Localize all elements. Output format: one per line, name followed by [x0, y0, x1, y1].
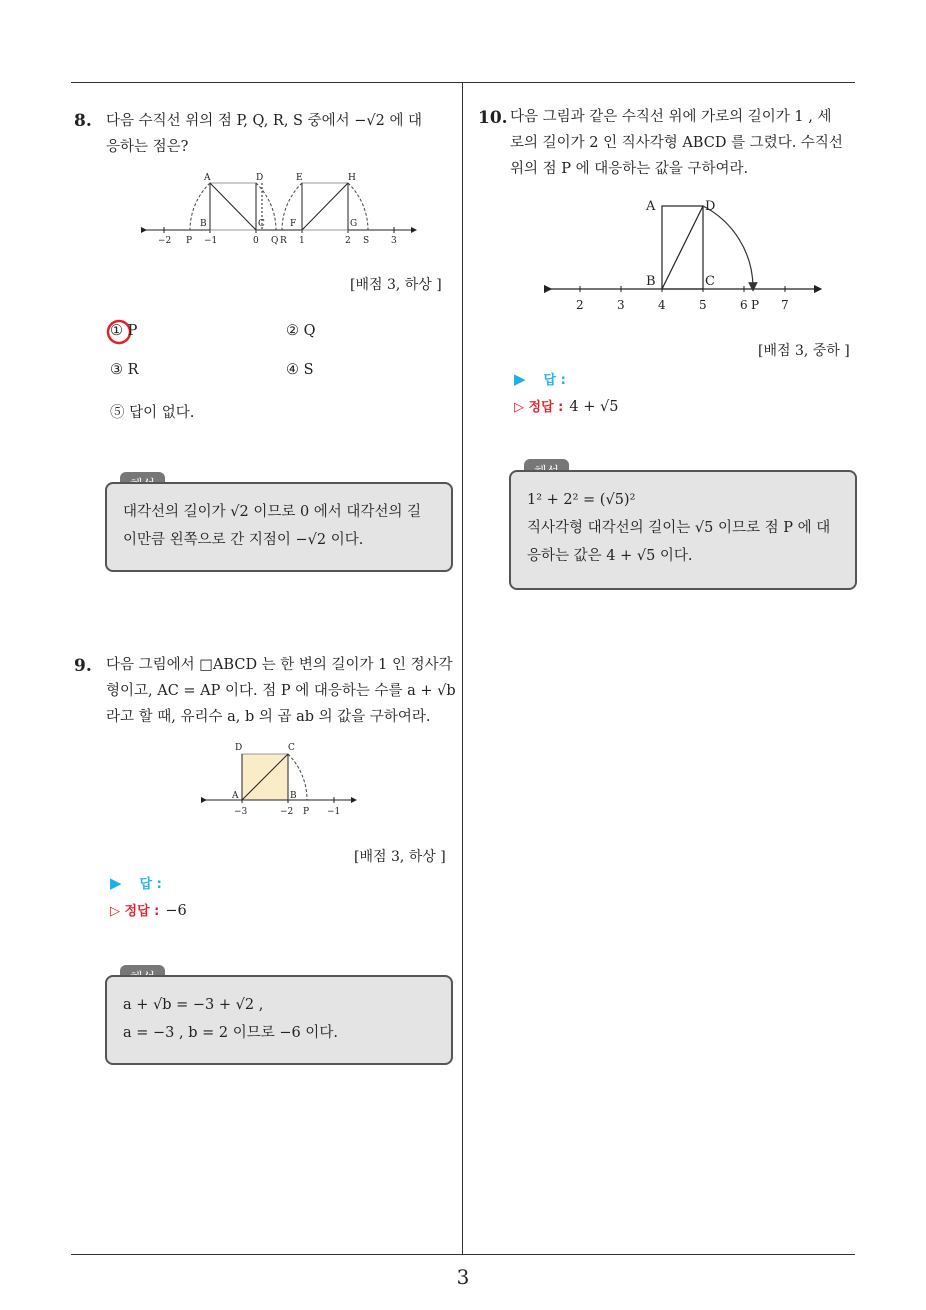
- explanation-box: [105, 975, 453, 1065]
- explanation-line: 대각선의 길이가 √2 이므로 0 에서 대각선의 길: [123, 504, 422, 520]
- axis-label: −3: [234, 807, 248, 817]
- question-line: 위의 점 P 에 대응하는 값을 구하여라.: [510, 161, 749, 177]
- answer-label: 답 :: [543, 373, 566, 388]
- question-line: 응하는 점은?: [106, 139, 189, 155]
- question-number: 8.: [74, 111, 92, 131]
- hollow-triangle-icon: ▷: [110, 904, 125, 919]
- question-line: 다음 수직선 위의 점 P, Q, R, S 중에서 −√2 에 대: [106, 113, 423, 129]
- fig-label: D: [256, 173, 264, 183]
- correct-label: 정답 :: [124, 904, 160, 919]
- axis-label: P: [751, 298, 760, 312]
- fig-label: C: [258, 219, 265, 229]
- fig-label: A: [232, 791, 239, 801]
- axis-label: 2: [576, 298, 584, 312]
- correct-answer-row: [110, 900, 187, 919]
- play-triangle-icon: ▶: [110, 874, 122, 892]
- axis-label: R: [280, 236, 287, 246]
- axis-label: −1: [327, 807, 341, 817]
- explanation-line: a = −3 , b = 2 이므로 −6 이다.: [123, 1025, 338, 1041]
- axis-label: P: [186, 236, 193, 246]
- correct-value: −6: [165, 903, 187, 919]
- q8-number-line-figure: [140, 168, 420, 248]
- fig-label: H: [348, 173, 356, 183]
- axis-label: 6: [740, 298, 748, 312]
- axis-label: 3: [617, 298, 625, 312]
- question-line: 라고 할 때, 유리수 a, b 의 곱 ab 의 값을 구하여라.: [106, 709, 431, 725]
- answer-row: [110, 873, 162, 892]
- score-level: [배점 3, 중하 ]: [758, 343, 850, 359]
- fig-label: A: [646, 199, 656, 214]
- axis-label: 5: [699, 298, 707, 312]
- q10-rectangle-figure: [544, 192, 824, 317]
- answer-row: [514, 369, 566, 388]
- choice-4[interactable]: ④ S: [286, 362, 314, 378]
- correct-value: 4 + √5: [569, 399, 619, 415]
- explanation-line: 1² + 2² = (√5)²: [527, 492, 636, 508]
- fig-label: A: [204, 173, 211, 183]
- axis-label: −2: [280, 807, 294, 817]
- axis-label: 2: [345, 236, 351, 246]
- fig-label: D: [705, 199, 716, 214]
- q9-square-figure: [200, 740, 360, 818]
- explanation-box: [509, 470, 857, 590]
- axis-label: 4: [658, 298, 666, 312]
- choice-2[interactable]: ② Q: [286, 323, 316, 339]
- answer-label: 답 :: [139, 877, 162, 892]
- choice-5[interactable]: ⑤ 답이 없다.: [110, 405, 195, 421]
- correct-label: 정답 :: [528, 400, 564, 415]
- choice-3[interactable]: ③ R: [110, 362, 139, 378]
- fig-label: B: [200, 219, 207, 229]
- page-number: 3: [456, 1265, 470, 1289]
- score-level: [배점 3, 하상 ]: [350, 277, 442, 293]
- explanation-line: a + √b = −3 + √2 ,: [123, 997, 264, 1013]
- question-line: 다음 그림에서 □ABCD 는 한 변의 길이가 1 인 정사각: [106, 657, 453, 673]
- bottom-rule: [71, 1254, 855, 1255]
- axis-label: 0: [253, 236, 259, 246]
- explanation-line: 직사각형 대각선의 길이는 √5 이므로 점 P 에 대: [527, 520, 831, 536]
- question-line: 다음 그림과 같은 수직선 위에 가로의 길이가 1 , 세: [510, 109, 832, 125]
- axis-label: 3: [391, 236, 397, 246]
- fig-label: E: [296, 173, 303, 183]
- explanation-box: [105, 482, 453, 572]
- question-text: [106, 652, 456, 730]
- axis-label: Q: [271, 236, 279, 246]
- axis-label: −1: [204, 236, 218, 246]
- top-rule: [71, 82, 855, 83]
- question-line: 로의 길이가 2 인 직사각형 ABCD 를 그렸다. 수직선: [510, 135, 843, 151]
- axis-label: S: [363, 236, 370, 246]
- correct-answer-row: [514, 396, 618, 415]
- explanation-line: 응하는 값은 4 + √5 이다.: [527, 548, 693, 564]
- question-text: [510, 104, 843, 182]
- fig-label: C: [705, 274, 715, 289]
- explanation-line: 이만큼 왼쪽으로 간 지점이 −√2 이다.: [123, 532, 364, 548]
- axis-label: −2: [158, 236, 172, 246]
- fig-label: F: [290, 219, 297, 229]
- fig-label: D: [235, 743, 243, 753]
- play-triangle-icon: ▶: [514, 370, 526, 388]
- choice-1[interactable]: ① P: [110, 323, 138, 339]
- axis-label: 7: [781, 298, 789, 312]
- fig-label: B: [646, 274, 656, 289]
- question-number: 10.: [478, 108, 508, 128]
- fig-label: C: [288, 743, 295, 753]
- question-line: 형이고, AC = AP 이다. 점 P 에 대응하는 수를 a + √b: [106, 683, 456, 699]
- fig-label: B: [290, 791, 297, 801]
- hollow-triangle-icon: ▷: [514, 400, 529, 415]
- axis-label: P: [303, 807, 310, 817]
- fig-label: G: [350, 219, 358, 229]
- score-level: [배점 3, 하상 ]: [354, 849, 446, 865]
- question-text: [106, 108, 422, 160]
- axis-label: 1: [299, 236, 305, 246]
- column-divider: [462, 83, 463, 1255]
- question-number: 9.: [74, 656, 92, 676]
